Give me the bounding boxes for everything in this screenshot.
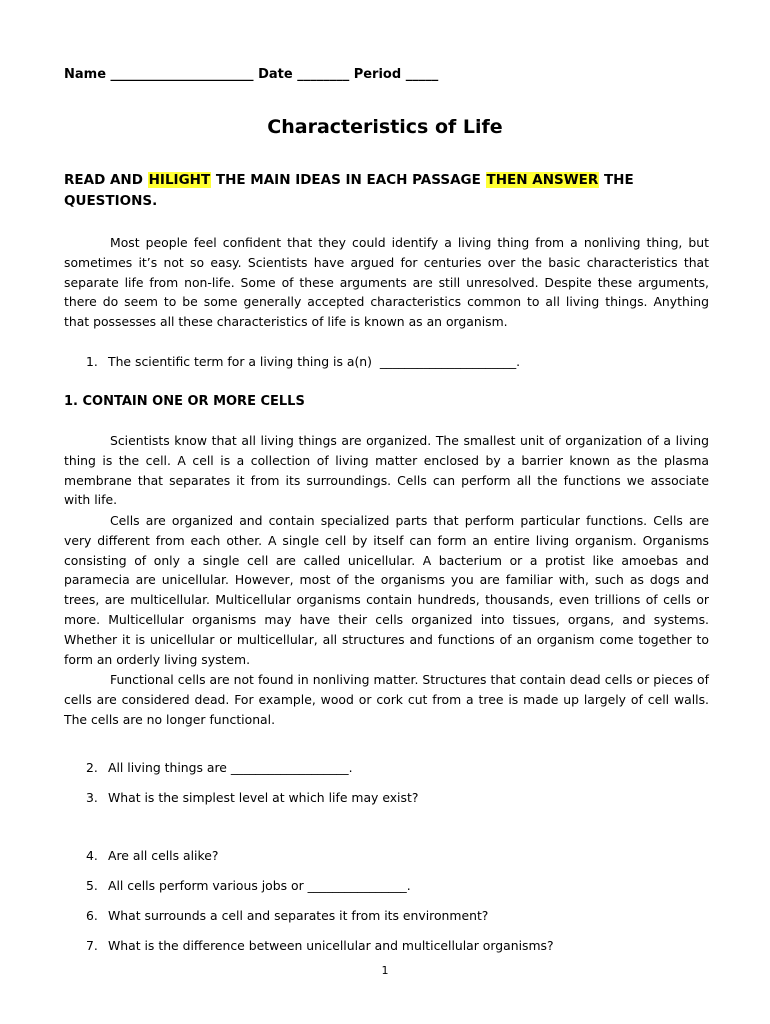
question-6 <box>86 908 488 923</box>
section1-p3-text: Functional cells are not found in nonliving matter. Structures that contain dead cells or pieces of cells are considered dead. For example, wood or cork cut from a tree is made up largely of cell walls. The cells are no longer functional. <box>64 672 709 727</box>
page-title: Characteristics of Life <box>267 116 503 138</box>
instructions-text-1: READ AND <box>64 172 148 188</box>
question-7 <box>86 938 554 953</box>
question-text: Are all cells alike? <box>108 848 219 863</box>
section1-p1-text: Scientists know that all living things are organized. The smallest unit of organization of a living thing is the cell. A cell is a collection of living matter enclosed by a barrier known as the plasma membrane that separates it from its surroundings. Cells can perform all the functions we associate with life. <box>64 433 709 508</box>
question-3 <box>86 790 418 805</box>
question-text: What surrounds a cell and separates it from its environment? <box>108 908 489 923</box>
intro-paragraph <box>64 233 709 332</box>
question-text: All living things are ___________________. <box>108 760 353 775</box>
question-number: 4. <box>86 848 98 863</box>
question-number: 7. <box>86 938 98 953</box>
question-number: 5. <box>86 878 98 893</box>
question-5 <box>86 878 411 893</box>
question-text: The scientific term for a living thing is a(n) ______________________. <box>108 354 521 369</box>
section1-paragraph-3 <box>64 670 709 729</box>
highlight-hilight: HILIGHT <box>148 172 211 188</box>
question-number: 2. <box>86 760 98 775</box>
highlight-then-answer: THEN ANSWER <box>486 172 599 188</box>
name-date-period-line: Name ______________________ Date ________ Period _____ <box>64 67 439 82</box>
question-4 <box>86 848 218 863</box>
question-2 <box>86 760 353 775</box>
instructions <box>64 170 704 212</box>
question-number: 3. <box>86 790 98 805</box>
question-number: 1. <box>86 354 98 369</box>
instructions-text-2: THE MAIN IDEAS IN EACH PASSAGE <box>211 172 486 188</box>
question-text: What is the difference between unicellular and multicellular organisms? <box>108 938 554 953</box>
question-number: 6. <box>86 908 98 923</box>
section1-paragraph-2 <box>64 511 709 669</box>
section1-p2-text: Cells are organized and contain specialized parts that perform particular functions. Cells are very different from each other. A single cell by itself can form an entire living organism. Organisms consisting of only a single cell are called unicellular. A bacterium or a protist like amoebas and paramecia are unicellular. However, most of the organisms you are familiar with, such as dogs and trees, are multicellular. Multicellular organisms contain hundreds, thousands, even trillions of cells or more. Multicellular organisms may have their cells organized into tissues, organs, and systems. Whether it is unicellular or multicellular, all structures and functions of an organism come together to form an orderly living system. <box>64 513 709 667</box>
question-text: All cells perform various jobs or ________________. <box>108 878 411 893</box>
section1-paragraph-1 <box>64 431 709 510</box>
question-text: What is the simplest level at which life may exist? <box>108 790 419 805</box>
page-number: 1 <box>381 964 389 977</box>
question-1 <box>86 354 520 369</box>
instructions-text-3: THE QUESTIONS. <box>64 172 634 209</box>
intro-text: Most people feel confident that they could identify a living thing from a nonliving thing, but sometimes it’s not so easy. Scientists have argued for centuries over the basic characteristics that separate life from non-life. Some of these arguments are still unresolved. Despite these arguments, there do seem to be some generally accepted characteristics common to all living things. Anything that possesses all these characteristics of life is known as an organism. <box>64 235 709 330</box>
section-heading-cells: 1. CONTAIN ONE OR MORE CELLS <box>64 394 305 409</box>
